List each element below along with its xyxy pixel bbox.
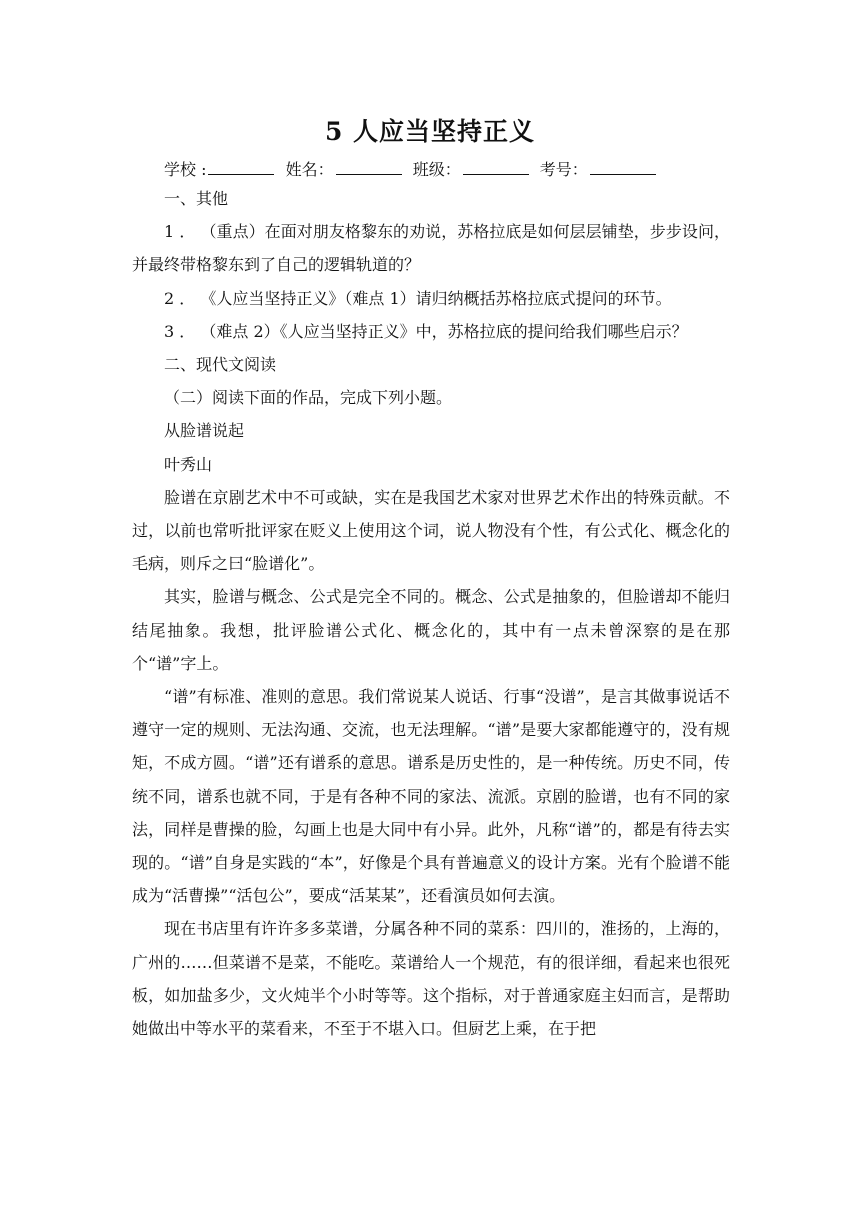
class-label: 班级： xyxy=(412,160,461,179)
article-paragraph: 脸谱在京剧艺术中不可或缺，实在是我国艺术家对世界艺术作出的特殊贡献。不过，以前也常听批评家在贬义上使用这个词，说人物没有个性，有公式化、概念化的毛病，则斥之曰“脸谱化”。 xyxy=(132,487,730,574)
article-author: 叶秀山 xyxy=(164,454,213,474)
article-paragraph: 现在书店里有许许多多菜谱，分属各种不同的菜系：四川的，淮扬的，上海的，广州的……但菜谱不是菜，不能吃。菜谱给人一个规范，有的很详细，看起来也很死板，如加盐多少，文火炖半个小时等等。这个指标，对于普通家庭主妇而言，是帮助她做出中等水平的菜看来，不至于不堪入口。但厨艺上乘，在于把 xyxy=(132,919,730,1039)
student-info-line xyxy=(164,157,662,180)
school-label: 学校 : xyxy=(164,160,207,179)
class-blank xyxy=(463,160,529,175)
section-heading: 二、现代文阅读 xyxy=(164,355,277,375)
section-heading: 一、其他 xyxy=(164,189,229,208)
document-body xyxy=(132,182,730,1045)
question-1: 1 ． （重点）在面对朋友格黎东的劝说，苏格拉底是如何层层铺垫，步步设问，并最终带格黎东到了自己的逻辑轨道的？ xyxy=(132,222,730,275)
name-blank xyxy=(336,160,402,175)
question-2: 2 ． 《人应当坚持正义》（难点 1）请归纳概括苏格拉底式提问的环节。 xyxy=(164,288,672,308)
id-label: 考号： xyxy=(539,160,588,179)
question-3: 3 ． （难点 2）《人应当坚持正义》中，苏格拉底的提问给我们哪些启示？ xyxy=(164,321,688,341)
article-paragraph: “谱”有标准、准则的意思。我们常说某人说话、行事“没谱”，是言其做事说话不遵守一定的规则、无法沟通、交流，也无法理解。“谱”是要大家都能遵守的，没有规矩，不成方圆。“谱”还有谱系的意思。谱系是历史性的，是一种传统。历史不同，传统不同，谱系也就不同，于是有各种不同的家法、流派。京剧的脸谱，也有不同的家法，同样是曹操的脸，勾画上也是大同中有小异。此外，凡称“谱”的，都是有待去实现的。“谱”自身是实践的“本”，好像是个具有普遍意义的设计方案。光有个脸谱不能成为“活曹操”“活包公”，要成“活某某”，还看演员如何去演。 xyxy=(132,687,730,906)
reading-instruction: （二）阅读下面的作品，完成下列小题。 xyxy=(164,388,453,408)
page-title: 5 人应当坚持正义 xyxy=(324,117,536,146)
article-title: 从脸谱说起 xyxy=(164,421,245,441)
article-paragraph: 其实，脸谱与概念、公式是完全不同的。概念、公式是抽象的，但脸谱却不能归结尾抽象。我想，批评脸谱公式化、概念化的，其中有一点未曾深察的是在那个“谱”字上。 xyxy=(132,587,730,673)
id-blank xyxy=(590,160,656,175)
name-label: 姓名： xyxy=(285,160,334,179)
school-blank xyxy=(208,160,274,175)
